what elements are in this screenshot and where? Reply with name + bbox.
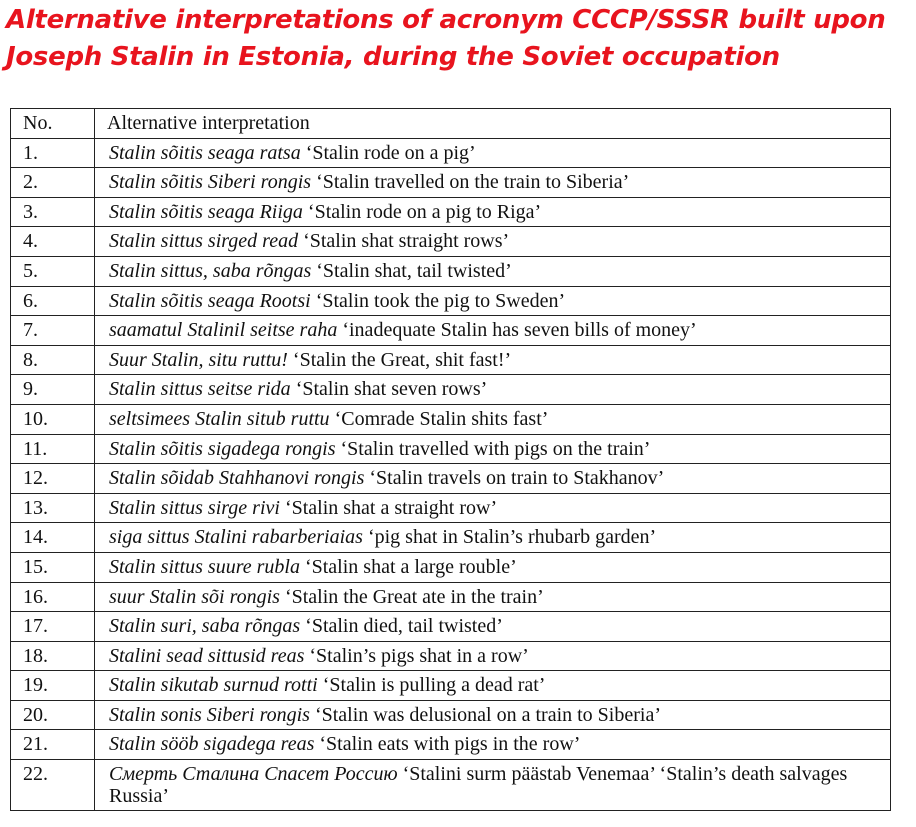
english-translation: ‘Stalin the Great, shit fast!’ <box>292 348 512 371</box>
original-phrase: Stalin sõitis Siberi rongis <box>109 171 312 194</box>
original-phrase: Stalin sittus sirge rivi <box>109 496 280 519</box>
original-phrase: Stalin sööb sigadega reas <box>109 733 315 756</box>
row-number: 4. <box>11 227 95 257</box>
row-number: 8. <box>11 345 95 375</box>
english-translation: ‘Stalin died, tail twisted’ <box>305 615 503 638</box>
english-translation: ‘Stalin travelled on the train to Siberia’ <box>316 171 630 194</box>
english-translation: ‘Stalin shat a straight row’ <box>284 496 498 519</box>
interpretations-table <box>10 108 891 811</box>
original-phrase: seltsimees Stalin situb ruttu <box>109 407 330 430</box>
column-header-interpretation: Alternative interpretation <box>95 109 891 139</box>
row-number: 15. <box>11 552 95 582</box>
english-translation: ‘Stalin is pulling a dead rat’ <box>322 674 546 697</box>
table-row <box>11 523 891 553</box>
row-number: 14. <box>11 523 95 553</box>
row-interpretation <box>95 464 891 494</box>
row-interpretation <box>95 700 891 730</box>
table-row <box>11 671 891 701</box>
row-interpretation <box>95 404 891 434</box>
english-translation: ‘Stalin shat seven rows’ <box>295 378 488 401</box>
row-interpretation <box>95 316 891 346</box>
table-row <box>11 404 891 434</box>
table-row <box>11 612 891 642</box>
row-number: 22. <box>11 760 95 811</box>
table-row <box>11 227 891 257</box>
row-number: 2. <box>11 168 95 198</box>
row-interpretation <box>95 434 891 464</box>
table-row <box>11 138 891 168</box>
english-translation: ‘Stalin shat straight rows’ <box>303 230 510 253</box>
row-interpretation <box>95 345 891 375</box>
original-phrase: Stalin suri, saba rõngas <box>109 615 301 638</box>
table-row <box>11 582 891 612</box>
english-translation: ‘Stalin rode on a pig to Riga’ <box>307 200 542 223</box>
row-interpretation <box>95 375 891 405</box>
row-interpretation <box>95 256 891 286</box>
row-number: 9. <box>11 375 95 405</box>
english-translation: ‘Stalin shat, tail twisted’ <box>316 259 512 282</box>
original-phrase: Stalin sittus, saba rõngas <box>109 259 312 282</box>
original-phrase: Stalin sõidab Stahhanovi rongis <box>109 467 365 490</box>
english-translation: ‘pig shat in Stalin’s rhubarb garden’ <box>367 526 657 549</box>
row-number: 7. <box>11 316 95 346</box>
table-body <box>11 138 891 810</box>
row-number: 6. <box>11 286 95 316</box>
english-translation: ‘Stalin eats with pigs in the row’ <box>319 733 581 756</box>
row-interpretation <box>95 641 891 671</box>
table-row <box>11 493 891 523</box>
row-number: 1. <box>11 138 95 168</box>
row-interpretation <box>95 552 891 582</box>
row-number: 16. <box>11 582 95 612</box>
table-row <box>11 316 891 346</box>
row-number: 10. <box>11 404 95 434</box>
original-phrase: Stalin sõitis seaga Rootsi <box>109 289 311 312</box>
original-phrase: Suur Stalin, situ ruttu! <box>109 348 288 371</box>
table-row <box>11 375 891 405</box>
english-translation: ‘Stalin’s pigs shat in a row’ <box>309 644 529 667</box>
row-number: 13. <box>11 493 95 523</box>
row-number: 11. <box>11 434 95 464</box>
row-number: 18. <box>11 641 95 671</box>
table-row <box>11 345 891 375</box>
row-interpretation <box>95 760 891 811</box>
row-number: 3. <box>11 197 95 227</box>
row-interpretation <box>95 671 891 701</box>
table-row <box>11 700 891 730</box>
english-translation: ‘inadequate Stalin has seven bills of money’ <box>342 319 697 342</box>
row-interpretation <box>95 493 891 523</box>
table-row <box>11 464 891 494</box>
table-header-row <box>11 109 891 139</box>
english-translation: ‘Stalin rode on a pig’ <box>305 141 476 164</box>
row-interpretation <box>95 138 891 168</box>
original-phrase: Stalin sittus sirged read <box>109 230 299 253</box>
row-interpretation <box>95 612 891 642</box>
original-phrase: Stalini sead sittusid reas <box>109 644 305 667</box>
table-row <box>11 197 891 227</box>
table-row <box>11 760 891 811</box>
row-interpretation <box>95 227 891 257</box>
column-header-number: No. <box>11 109 95 139</box>
table-row <box>11 286 891 316</box>
english-translation: ‘Comrade Stalin shits fast’ <box>334 407 549 430</box>
original-phrase: Stalin sonis Siberi rongis <box>109 703 310 726</box>
row-interpretation <box>95 286 891 316</box>
table-row <box>11 641 891 671</box>
original-phrase: Stalin sõitis seaga Riiga <box>109 200 303 223</box>
english-translation: ‘Stalin the Great ate in the train’ <box>284 585 544 608</box>
row-number: 21. <box>11 730 95 760</box>
original-phrase: Stalin sittus suure rubla <box>109 555 300 578</box>
row-interpretation <box>95 523 891 553</box>
table-row <box>11 168 891 198</box>
table-row <box>11 552 891 582</box>
original-phrase: saamatul Stalinil seitse raha <box>109 319 338 342</box>
row-number: 19. <box>11 671 95 701</box>
row-interpretation <box>95 730 891 760</box>
original-phrase: suur Stalin sõi rongis <box>109 585 280 608</box>
row-number: 17. <box>11 612 95 642</box>
original-phrase: Stalin sõitis seaga ratsa <box>109 141 301 164</box>
original-phrase: Stalin sittus seitse rida <box>109 378 291 401</box>
original-phrase: Смерть Сталина Спасет Россию <box>109 763 398 786</box>
english-translation: ‘Stalin was delusional on a train to Siberia’ <box>314 703 661 726</box>
table-row <box>11 434 891 464</box>
page-title: Alternative interpretations of acronym CCCP/SSSR built upon Joseph Stalin in Estonia, during the Soviet occupation <box>6 5 886 72</box>
table-row <box>11 730 891 760</box>
english-translation: ‘Stalini surm päästab Venemaa’ ‘Stalin’s death salvages Russia’ <box>109 763 848 808</box>
english-translation: ‘Stalin shat a large rouble’ <box>304 555 517 578</box>
row-number: 5. <box>11 256 95 286</box>
english-translation: ‘Stalin travels on train to Stakhanov’ <box>369 467 665 490</box>
row-interpretation <box>95 168 891 198</box>
row-number: 20. <box>11 700 95 730</box>
row-interpretation <box>95 197 891 227</box>
english-translation: ‘Stalin took the pig to Sweden’ <box>315 289 566 312</box>
row-number: 12. <box>11 464 95 494</box>
english-translation: ‘Stalin travelled with pigs on the train’ <box>340 437 651 460</box>
original-phrase: siga sittus Stalini rabarberiaias <box>109 526 363 549</box>
original-phrase: Stalin sõitis sigadega rongis <box>109 437 336 460</box>
original-phrase: Stalin sikutab surnud rotti <box>109 674 318 697</box>
table-row <box>11 256 891 286</box>
row-interpretation <box>95 582 891 612</box>
